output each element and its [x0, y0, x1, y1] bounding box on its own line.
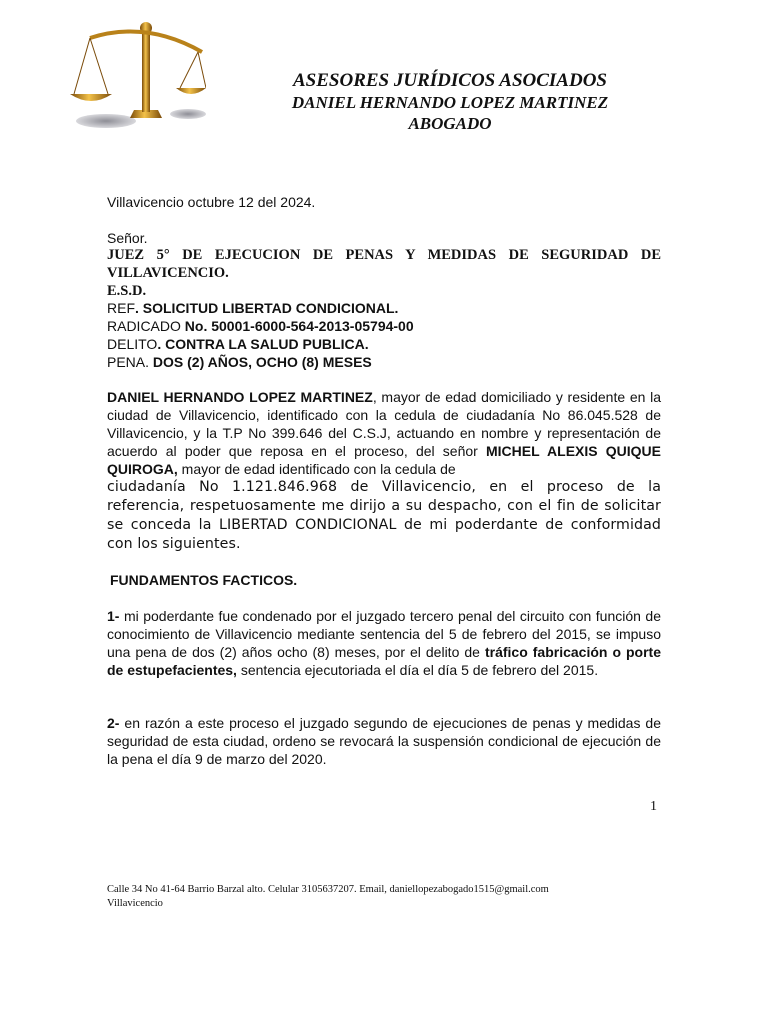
delito-value: . CONTRA LA SALUD PUBLICA.: [157, 336, 369, 352]
ref-label: REF: [107, 300, 135, 316]
footer: [107, 883, 549, 911]
lawyer-title: ABOGADO: [408, 114, 492, 133]
place-date: Villavicencio octubre 12 del 2024.: [107, 194, 316, 210]
page-number: 1: [650, 799, 657, 814]
intro-paragraph-cont: ciudadanía No 1.121.846.968 de Villavicencio, en el proceso de la referencia, respetuosamente me dirijo a su despacho, con el fin de solicitar se conceda la LIBERTAD CONDICIONAL de mi poderdante de conformidad con los siguientes.: [107, 479, 661, 552]
salutation: Señor.: [107, 230, 148, 246]
fact-2-text: en razón a este proceso el juzgado segundo de ejecuciones de penas y medidas de seguridad de esta ciudad, ordeno se revocará la suspensión condicional de ejecución de la pena el día 9 de marzo del 2020.: [107, 715, 661, 767]
intro-text-2: mayor de edad identificado con la cedula de: [177, 461, 456, 477]
delito-label: DELITO: [107, 336, 158, 352]
fact-2-number: 2-: [107, 715, 120, 731]
lawyer-name-inline: DANIEL HERNANDO LOPEZ MARTINEZ: [107, 389, 373, 405]
section-title: FUNDAMENTOS FACTICOS.: [110, 572, 298, 588]
ref-value: . SOLICITUD LIBERTAD CONDICIONAL.: [135, 300, 399, 316]
pena-line: [107, 353, 661, 371]
scales-of-justice-logo: [68, 18, 206, 133]
footer-city: Villavicencio: [107, 898, 163, 909]
ref-line: [107, 299, 661, 317]
fact-2: [107, 714, 661, 768]
fact-1-number: 1-: [107, 608, 120, 624]
fact-1-text-b: sentencia ejecutoriada el día el día 5 de febrero del 2015.: [236, 662, 599, 678]
lawyer-name: DANIEL HERNANDO LOPEZ MARTINEZ: [291, 93, 609, 112]
footer-address: Calle 34 No 41-64 Barrio Barzal alto. Celular 3105637207. Email, daniellopezabogado1515@gmail.com: [107, 884, 549, 895]
intro-text-1: , mayor de edad domiciliado y residente en la ciudad de Villavicencio, identificado con la cedula de ciudadanía No 86.045.528 de Villavicencio, y la T.P No 399.646 del C.S.J, actuando en nombre y representación de acuerdo al poder que reposa en el proceso, del señor: [107, 389, 661, 459]
fact-1-bold: tráfico fabricación o porte de estupefacientes,: [107, 644, 661, 678]
radicado-value: No. 50001-6000-564-2013-05794-00: [184, 318, 414, 334]
esd-line: E.S.D.: [107, 283, 147, 299]
addressee-judge: JUEZ 5° DE EJECUCION DE PENAS Y MEDIDAS DE SEGURIDAD DE VILLAVICENCIO.: [107, 247, 661, 281]
client-name: MICHEL ALEXIS QUIQUE QUIROGA,: [107, 443, 661, 477]
pena-label: PENA.: [107, 354, 153, 370]
radicado-line: [107, 317, 661, 335]
radicado-label: RADICADO: [107, 318, 185, 334]
intro-paragraph: [107, 388, 661, 478]
fact-1: [107, 607, 661, 679]
pena-value: DOS (2) AÑOS, OCHO (8) MESES: [152, 354, 372, 370]
firm-name: ASESORES JURÍDICOS ASOCIADOS: [293, 70, 607, 91]
letterhead: [250, 70, 650, 134]
fact-1-text-a: mi poderdante fue condenado por el juzgado tercero penal del circuito con función de conocimiento de Villavicencio mediante sentencia del 5 de febrero del 2015, se impuso una pena de dos (2) años ocho (8) meses, por el delito de: [107, 608, 661, 660]
delito-line: [107, 335, 661, 353]
